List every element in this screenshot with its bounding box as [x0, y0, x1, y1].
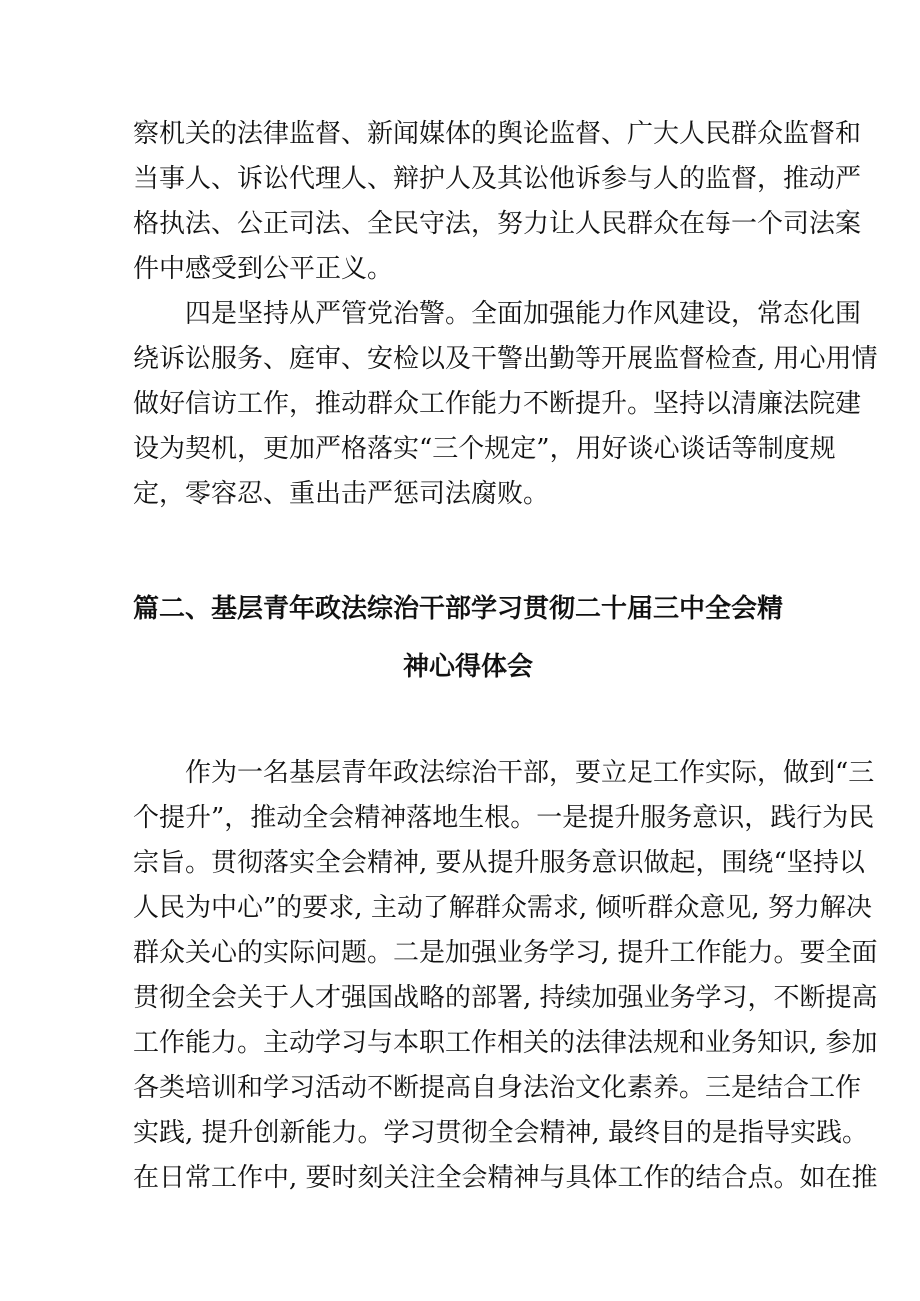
paragraph-line: 件中感受到公平正义。 [133, 254, 394, 284]
section-heading-line-1: 篇二、基层青年政法综治干部学习贯彻二十届三中全会精 [133, 594, 784, 624]
paragraph-line: 察机关的法律监督、新闻媒体的舆论监督、广大人民群众监督和 [133, 119, 862, 149]
paragraph-line: 个提升”，推动全会精神落地生根。一是提升服务意识，践行为民 [133, 803, 875, 833]
paragraph-line: 当事人、诉讼代理人、辩护人及其讼他诉参与人的监督，推动严 [133, 164, 862, 194]
paragraph-line: 各类培训和学习活动不断提高自身法治文化素养。三是结合工作 [133, 1073, 862, 1103]
paragraph-line: 定，零容忍、重出击严惩司法腐败。 [133, 479, 550, 509]
paragraph-line: 绕诉讼服务、庭审、安检以及干警出勤等开展监督检查, 用心用情 [133, 344, 878, 374]
paragraph-line: 在日常工作中, 要时刻关注全会精神与具体工作的结合点。如在推 [133, 1163, 878, 1193]
paragraph-line: 做好信访工作，推动群众工作能力不断提升。坚持以清廉法院建 [133, 389, 862, 419]
paragraph-line: 工作能力。主动学习与本职工作相关的法律法规和业务知识, 参加 [133, 1028, 878, 1058]
paragraph-line: 实践, 提升创新能力。学习贯彻全会精神, 最终目的是指导实践。 [133, 1118, 869, 1148]
paragraph-line: 贯彻全会关于人才强国战略的部署, 持续加强业务学习，不断提高 [133, 983, 878, 1013]
paragraph-line: 人民为中心”的要求, 主动了解群众需求, 倾听群众意见, 努力解决 [133, 893, 872, 923]
section-heading-line-2: 神心得体会 [403, 652, 534, 682]
paragraph-line: 设为契机，更加严格落实“三个规定”，用好谈心谈话等制度规 [133, 434, 836, 464]
paragraph-line: 群众关心的实际问题。二是加强业务学习, 提升工作能力。要全面 [133, 938, 878, 968]
paragraph-line: 作为一名基层青年政法综治干部，要立足工作实际，做到“三 [185, 758, 875, 788]
paragraph-line: 四是坚持从严管党治警。全面加强能力作风建设，常态化围 [185, 299, 862, 329]
paragraph-line: 宗旨。贯彻落实全会精神, 要从提升服务意识做起，围绕“坚持以 [133, 848, 865, 878]
paragraph-line: 格执法、公正司法、全民守法，努力让人民群众在每一个司法案 [133, 209, 862, 239]
